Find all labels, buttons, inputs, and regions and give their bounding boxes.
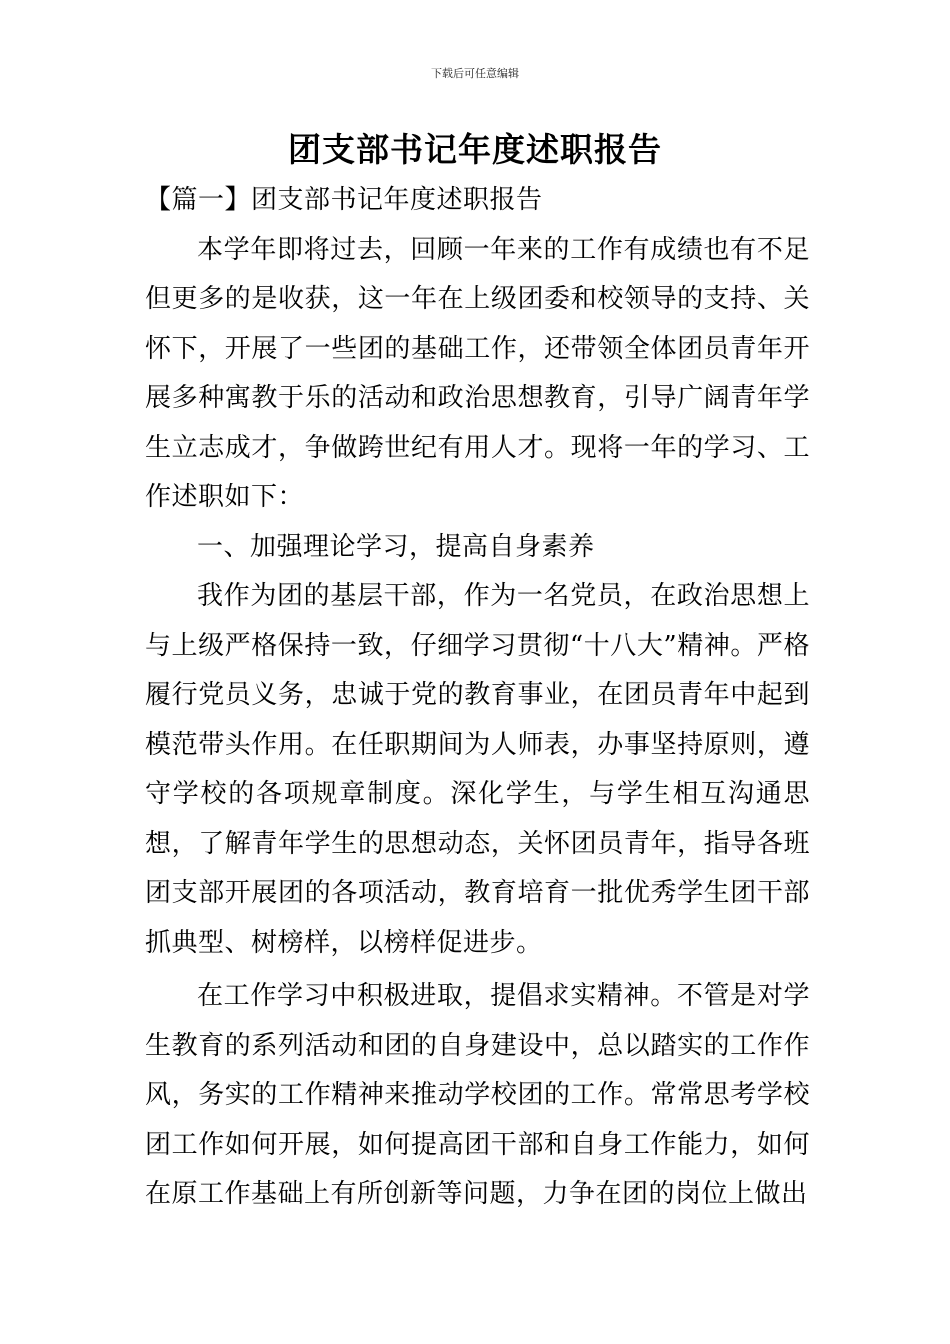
header-note: 下载后可任意编辑 [431, 67, 519, 80]
paragraph-work-study: 在工作学习中积极进取，提倡求实精神。不管是对学生教育的系列活动和团的自身建设中，总以踏实的工作作风，务实的工作精神来推动学校团的工作。常常思考学校团工作如何开展，如何提高团干部和自身工作能力，如何在原工作基础上有所创新等问题，力争在团的岗位上做出 [145, 981, 810, 1209]
document-title: 团支部书记年度述职报告 [288, 130, 662, 169]
paragraph-intro: 本学年即将过去，回顾一年来的工作有成绩也有不足但更多的是收获，这一年在上级团委和校领导的支持、关怀下，开展了一些团的基础工作，还带领全体团员青年开展多种寓教于乐的活动和政治思想教育，引导广阔青年学生立志成才，争做跨世纪有用人才。现将一年的学习、工作述职如下： [145, 234, 810, 512]
section-label: 【篇一】团支部书记年度述职报告 [145, 185, 543, 215]
document-body [145, 176, 810, 1220]
paragraph-political: 我作为团的基层干部，作为一名党员，在政治思想上与上级严格保持一致，仔细学习贯彻“十八大”精神。严格履行党员义务，忠诚于党的教育事业，在团员青年中起到模范带头作用。在任职期间为人师表，办事坚持原则，遵守学校的各项规章制度。深化学生，与学生相互沟通思想，了解青年学生的思想动态，关怀团员青年，指导各班团支部开展团的各项活动，教育培育一批优秀学生团干部抓典型、树榜样，以榜样促进步。 [145, 581, 810, 958]
section-heading-1: 一、加强理论学习，提高自身素养 [197, 531, 595, 562]
